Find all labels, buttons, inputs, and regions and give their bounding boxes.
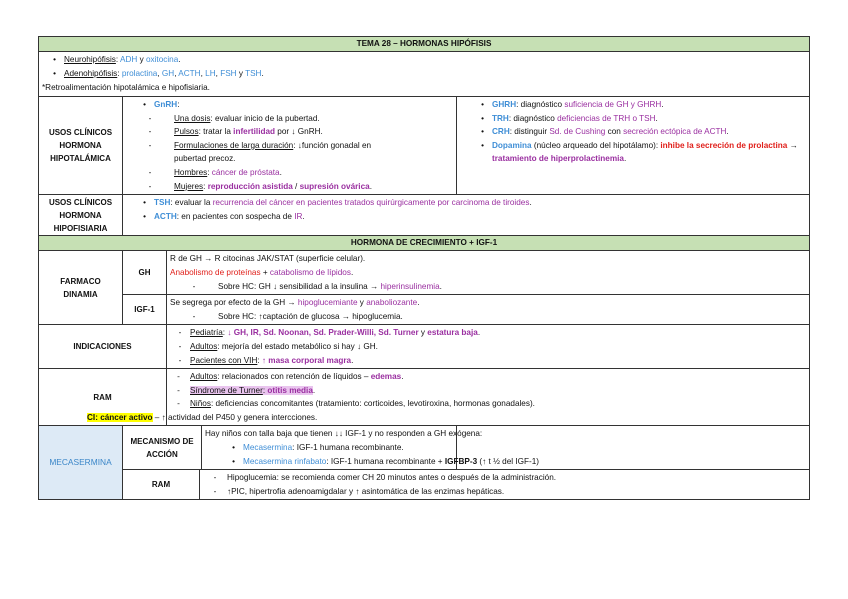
gnrh-mujeres: - Mujeres: reproducción asistida / supresión ovárica. <box>148 181 372 191</box>
gh-cell: R de GH → R citocinas JAK/STAT (superficie celular). Anabolismo de proteínas + catabolismo de lípidos. - Sobre HC: GH ↓ sensibilidad a la insulina → hiperinsulinemia. <box>167 251 810 295</box>
crh-item: • CRH: distinguir Sd. de Cushing con secreción ectópica de ACTH. <box>481 127 729 137</box>
label-igf1: IGF-1 <box>123 295 167 325</box>
gnrh-cell: • GnRH: - Una dosis: evaluar inicio de la pubertad. - Pulsos: tratar la infertilidad por ↓ GnRH. - Formulaciones de larga duración: ↓función gonadal en pubertad precoz. - Hombres: cáncer de próstata. - Mujeres: reproducción asistida / supresión ovárica. <box>123 97 457 195</box>
intro-retro: *Retroalimentación hipotalámica e hipofisiaria. <box>42 83 210 92</box>
intro-neuro: • Neurohipófisis: ADH y oxitocina. <box>53 55 181 64</box>
gnrh-hombres: - Hombres: cáncer de próstata. <box>148 167 282 177</box>
mec-intro: Hay niños con talla baja que tienen ↓↓ IGF-1 y no responden a GH exógena: <box>205 429 483 439</box>
hormonas-table <box>38 36 810 500</box>
mecasermina-ram-container <box>123 470 810 500</box>
ind-vih: - Pacientes con VIH: ↑ masa corporal magra. <box>178 355 354 365</box>
label-gh: GH <box>123 251 167 295</box>
label-mecanismo: MECANISMO DE ACCIÓN <box>123 426 202 469</box>
indicaciones-cell <box>167 325 810 369</box>
ram-turner: - Síndrome de Turner: otitis media. <box>177 385 316 395</box>
acth-item: • ACTH: en pacientes con sospecha de IR. <box>143 211 305 221</box>
igf1-cell: Se segrega por efecto de la GH → hipoglucemiante y anaboliozante. - Sobre HC: ↑captación de glucosa → hipoglucemia. <box>167 295 810 325</box>
mecasermina-container <box>123 426 540 470</box>
intro-adeno: • Adenohipófisis: prolactina, GH, ACTH, LH, FSH y TSH. <box>53 69 264 78</box>
mec-item2: • Mecasermina rinfabato: IGF-1 humana recombinante + IGFBP-3 (↑ t ½ del IGF-1) <box>232 456 540 466</box>
page-title: TEMA 28 – HORMONAS HIPÓFISIS <box>39 37 810 52</box>
label-mecasermina: MECASERMINA <box>39 426 123 500</box>
mec-ram2: - ↑PIC, hipertrofia adenoamigdalar y ↑ asintomática de las enzimas hepáticas. <box>213 486 505 496</box>
hipotalamica-right-cell <box>457 97 810 195</box>
label-indicaciones: INDICACIONES <box>39 325 167 369</box>
intro-cell <box>39 52 810 97</box>
hipofisiaria-cell <box>123 195 810 236</box>
gnrh-formulaciones: - Formulaciones de larga duración: ↓función gonadal en <box>148 140 372 150</box>
trh-item: • TRH: diagnóstico deficiencias de TRH o TSH. <box>481 113 658 123</box>
gnrh-dosis: - Una dosis: evaluar inicio de la pubertad. <box>148 113 320 123</box>
ind-adultos: - Adultos: mejoría del estado metabólico si hay ↓ GH. <box>178 341 378 351</box>
gnrh-pulsos: - Pulsos: tratar la infertilidad por ↓ GnRH. <box>148 127 323 137</box>
tsh-item: • TSH: evaluar la recurrencia del cáncer en pacientes tratados quirúrgicamente por carcinoma de tiroides. <box>143 198 532 208</box>
document-page <box>38 36 809 500</box>
ind-pediatria: - Pediatría: ↓ GH, IR, Sd. Noonan, Sd. Prader-Willi, Sd. Turner y estatura baja. <box>178 328 481 338</box>
ram-ci: CI: cáncer activo – ↑ actividad del P450 y genera intercciones. <box>87 412 318 422</box>
label-hipofisiaria: USOS CLÍNICOS HORMONA HIPOFISIARIA <box>39 195 123 236</box>
label-hipotalamica: USOS CLÍNICOS HORMONA HIPOTALÁMICA <box>39 97 123 195</box>
dopamina-item: • Dopamina (núcleo arqueado del hipotálamo): inhibe la secreción de prolactina → tratamiento de hiperprolactinemia. <box>481 140 798 164</box>
ram-ninos: - Niños: deficiencias concomitantes (tratamiento: corticoides, levotiroxina, hormonas gonadales). <box>177 399 535 409</box>
ram-adultos: - Adultos: relacionados con retención de líquidos – edemas. <box>177 372 404 382</box>
label-farmacodinamia: FARMACO DINAMIA <box>39 251 123 325</box>
section-gh-header: HORMONA DE CRECIMIENTO + IGF-1 <box>39 236 810 251</box>
mec-ram1: - Hipoglucemia: se recomienda comer CH 20 minutos antes o después de la administración. <box>213 473 557 483</box>
label-ram-gh: RAM <box>39 369 167 426</box>
label-ram-mecasermina: RAM <box>123 470 200 499</box>
mec-item1: • Mecasermina: IGF-1 humana recombinante. <box>232 443 404 453</box>
ghrh-item: • GHRH: diagnóstico suficiencia de GH y GHRH. <box>481 100 664 109</box>
